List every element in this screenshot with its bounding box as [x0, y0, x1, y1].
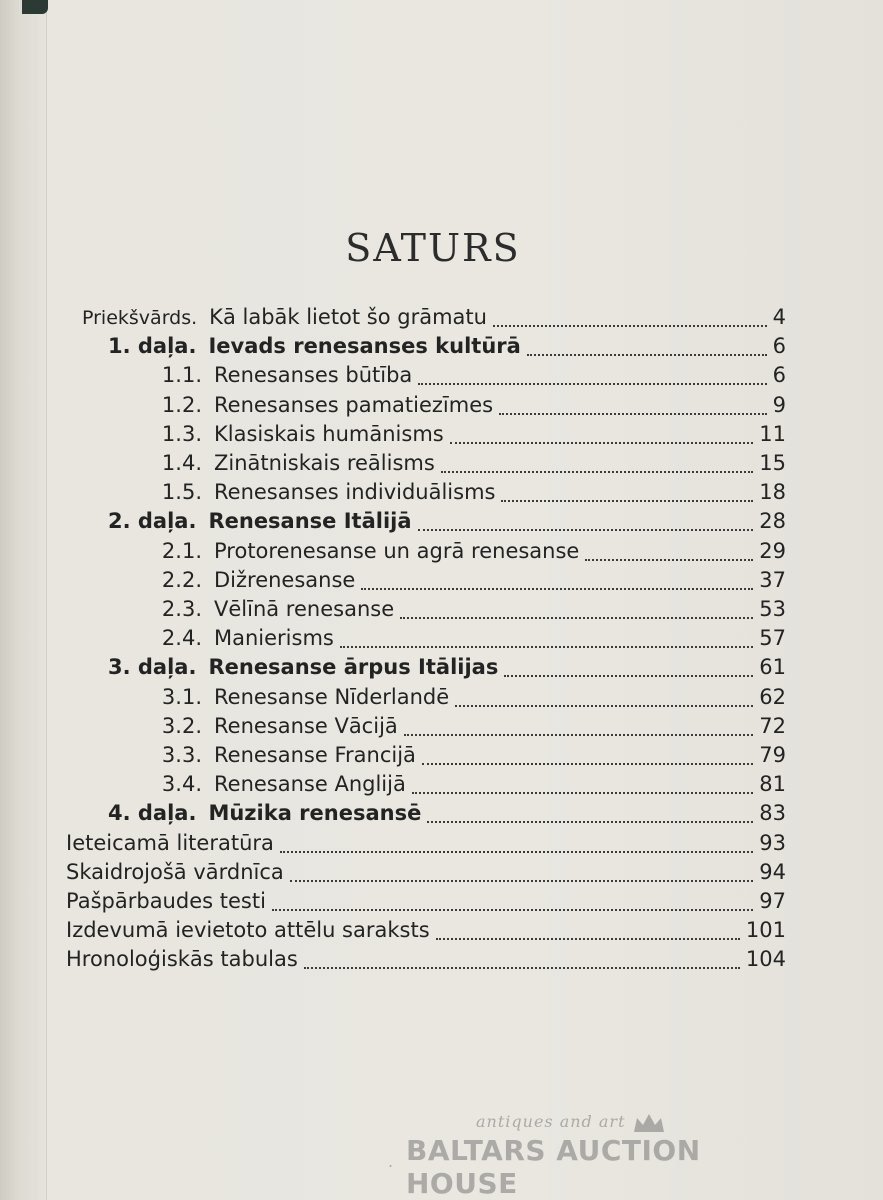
dot-leader [585, 557, 753, 561]
toc-entry-number: 3.2. [161, 713, 202, 738]
toc-entry-number: 1.1. [161, 363, 202, 388]
toc-entry [66, 831, 786, 860]
toc-entry-label: Zinātniskais reālisms [214, 451, 435, 475]
toc-entry-number: 1.4. [161, 451, 202, 475]
toc-entry [150, 685, 786, 714]
dot-leader [441, 469, 753, 473]
toc-entry-page: 104 [745, 947, 786, 972]
dot-leader [450, 440, 754, 444]
dot-leader [493, 323, 767, 327]
toc-entry-page: 79 [759, 743, 786, 767]
toc-entry-label: Kā labāk lietot šo grāmatu [209, 305, 487, 329]
toc-entry [82, 305, 786, 334]
watermark-tagline: antiques and art [476, 1112, 626, 1131]
toc-entry-label: Renesanses pamatiezīmes [214, 392, 494, 417]
toc-entry-label: Vēlīnā renesanse [214, 597, 395, 621]
toc-entry [108, 334, 786, 363]
toc-entry-page: 6 [772, 334, 786, 359]
toc-entry-label: Renesanse Francijā [214, 743, 416, 767]
toc-entry-number: 2.3. [161, 597, 202, 621]
page-title: SATURS [345, 226, 521, 270]
toc-entry-page: 97 [759, 889, 786, 913]
toc-entry-label: Renesanses individuālisms [214, 480, 496, 505]
toc-entry [108, 655, 786, 684]
toc-entry [66, 889, 786, 918]
dot-leader [418, 527, 754, 531]
toc-entry-page: 94 [759, 859, 786, 884]
toc-entry [66, 860, 786, 889]
toc-entry-label: Skaidrojošā vārdnīca [66, 859, 284, 884]
toc-entry-label: Protorenesanse un agrā renesanse [214, 538, 580, 563]
dot-leader [427, 819, 753, 823]
toc-entry-page: 81 [759, 772, 786, 797]
toc-entry-label: Klasiskais humānisms [214, 421, 444, 446]
toc-entry [150, 714, 786, 743]
toc-entry [108, 509, 786, 538]
dot-leader [272, 907, 753, 911]
dot-leader [280, 849, 753, 853]
toc-entry-number: 2.4. [161, 626, 202, 651]
toc-entry-page: 72 [759, 713, 786, 738]
watermark-dot: . [388, 1152, 394, 1171]
watermark [388, 1112, 808, 1200]
toc-entry-label: Hronoloģiskās tabulas [66, 947, 298, 972]
toc-entry-page: 29 [759, 538, 786, 563]
toc-entry-number: Priekšvārds. [82, 307, 198, 329]
dot-leader [455, 703, 753, 707]
toc-entry [150, 772, 786, 801]
dot-leader [422, 761, 753, 765]
dot-leader [418, 381, 766, 385]
toc-entry-page: 101 [745, 918, 786, 943]
toc-entry [108, 801, 786, 830]
toc-entry-label: Renesanse Nīderlandē [214, 684, 450, 709]
dot-leader [504, 673, 753, 677]
toc-entry-label: Pašpārbaudes testi [66, 889, 266, 913]
toc-entry-page: 18 [759, 480, 786, 505]
toc-entry-number: 3. daļa. [108, 655, 197, 680]
toc-entry [66, 918, 786, 947]
toc-entry-number: 3.1. [161, 684, 202, 709]
toc-entry [150, 743, 786, 772]
toc-entry-number: 1. daļa. [108, 334, 197, 359]
toc-entry-label: Dižrenesanse [214, 567, 356, 592]
dot-leader [400, 615, 753, 619]
toc-entry-label: Renesanse Itālijā [208, 509, 412, 534]
toc-entry-page: 83 [759, 801, 786, 826]
toc-entry-label: Renesanse Anglijā [214, 772, 406, 797]
toc-entry [150, 480, 786, 509]
toc-entry-label: Ieteicamā literatūra [66, 830, 274, 855]
toc-entry-page: 62 [759, 684, 786, 709]
toc-entry [150, 393, 786, 422]
toc-entry [150, 568, 786, 597]
toc-entry-page: 15 [759, 451, 786, 475]
toc-entry-number: 2. daļa. [108, 509, 197, 534]
toc-entry-page: 61 [759, 655, 786, 680]
crown-icon [632, 1112, 666, 1134]
toc-entry-number: 2.2. [161, 567, 202, 592]
toc-entry-label: Izdevumā ievietoto attēlu saraksts [66, 918, 430, 943]
toc-entry [150, 539, 786, 568]
dot-leader [340, 644, 753, 648]
toc-entry-page: 9 [772, 392, 786, 417]
toc-entry-label: Renesanse ārpus Itālijas [208, 655, 499, 680]
toc-entry-number: 1.2. [161, 392, 202, 417]
dot-leader [527, 352, 767, 356]
toc-entry [150, 363, 786, 392]
toc-entry-number: 1.5. [161, 480, 202, 505]
dot-leader [499, 411, 767, 415]
toc-entry-number: 3.4. [161, 772, 202, 797]
toc-entry-page: 4 [772, 305, 786, 329]
toc-entry-page: 11 [759, 421, 786, 446]
toc-entry-label: Manierisms [214, 626, 334, 651]
toc-entry-number: 2.1. [161, 538, 202, 563]
toc-entry [150, 451, 786, 480]
toc-entry-label: Renesanse Vācijā [214, 713, 398, 738]
toc-entry-page: 6 [772, 363, 786, 388]
toc-entry-label: Ievads renesanses kultūrā [208, 334, 521, 359]
toc-entry-page: 93 [759, 830, 786, 855]
toc-entry-label: Mūzika renesansē [208, 801, 422, 826]
dot-leader [304, 965, 740, 969]
toc-entry [150, 626, 786, 655]
toc-entry-number: 3.3. [161, 743, 202, 767]
dot-leader [290, 878, 753, 882]
dot-leader [412, 790, 753, 794]
toc-entry-page: 28 [759, 509, 786, 534]
toc-entry-page: 57 [759, 626, 786, 651]
toc-entry-page: 37 [759, 567, 786, 592]
toc-entry [66, 947, 786, 976]
toc-entry-label: Renesanses būtība [214, 363, 413, 388]
dot-leader [361, 586, 753, 590]
dot-leader [404, 732, 753, 736]
toc-entry-number: 4. daļa. [108, 801, 197, 826]
toc-entry [150, 422, 786, 451]
watermark-brand: BALTARS AUCTION HOUSE [406, 1134, 701, 1200]
toc-entry [150, 597, 786, 626]
toc-entry-page: 53 [759, 597, 786, 621]
dot-leader [501, 498, 753, 502]
dot-leader [436, 936, 740, 940]
toc-entry-number: 1.3. [161, 421, 202, 446]
